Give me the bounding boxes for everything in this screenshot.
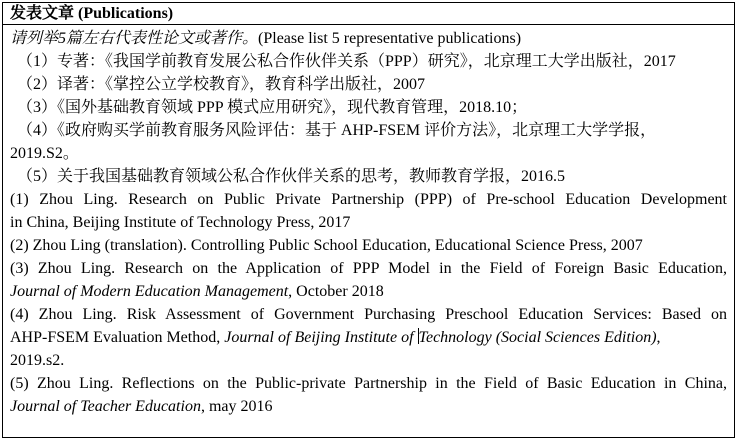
en-item-4-line2	[10, 326, 727, 349]
en-item-5-journal: Journal of Teacher Education	[10, 398, 201, 415]
cn-item-4-cont: 2019.S2。	[10, 145, 79, 162]
cn-item-4: （4）《政府购买学前教育服务风险评估：基于 AHP-FSEM 评价方法》，北京理工大学学报，	[17, 122, 657, 139]
cn-item-5: （5）关于我国基础教育领域公私合作伙伴关系的思考，教师教育学报，2016.5	[17, 168, 566, 185]
en-item-4-line3: 2019.s2.	[10, 352, 65, 369]
en-item-1-line1: (1) Zhou Ling. Research on Public Private Partnership (PPP) of Pre-school Education Development	[10, 191, 727, 208]
cn-item-3: （3）《国外基础教育领域 PPP 模式应用研究》，现代教育管理，2018.10；	[17, 99, 528, 116]
en-item-1-line2: in China, Beijing Institute of Technology Press, 2017	[10, 214, 351, 231]
publications-table	[2, 2, 735, 438]
en-item-4-method: AHP-FSEM Evaluation Method,	[10, 329, 225, 346]
en-item-3-line1: (3) Zhou Ling. Research on the Application of PPP Model in the Field of Foreign Basic Education,	[10, 260, 727, 277]
section-header: 发表文章 (Publications)	[3, 3, 734, 25]
en-item-5-line2	[10, 395, 727, 418]
instruction-line	[10, 27, 727, 50]
cn-item-2: （2）译著：《掌控公立学校教育》，教育科学出版社，2007	[17, 76, 426, 93]
en-item-4-line1: (4) Zhou Ling. Risk Assessment of Government Purchasing Preschool Education Services: Based on	[10, 306, 727, 323]
cn-item-1: （1）专著：《我国学前教育发展公私合作伙伴关系（PPP）研究》，北京理工大学出版社，2017	[17, 53, 676, 70]
en-item-2: (2) Zhou Ling (translation). Controlling Public School Education, Educational Science Press, 2007	[10, 237, 643, 254]
en-item-4-journal-a: Journal of Beijing Institute of	[224, 329, 418, 346]
en-item-3-journal: Journal of Modern Education Management	[10, 283, 289, 300]
instruction-cn: 请列举5篇左右代表性论文或著作。	[10, 30, 259, 47]
en-item-5-line1: (5) Zhou Ling. Reflections on the Public-private Partnership in the Field of Basic Education in China,	[10, 375, 727, 392]
en-item-5-date: , may 2016	[200, 398, 273, 415]
en-item-3-line2	[10, 280, 727, 303]
en-item-4-comma: ,	[656, 329, 661, 346]
instruction-en: (Please list 5 representative publications)	[258, 30, 522, 47]
en-item-4-journal-b: Technology (Social Sciences Edition)	[418, 329, 657, 346]
publications-content[interactable]	[3, 25, 734, 418]
en-item-3-date: , October 2018	[288, 283, 384, 300]
